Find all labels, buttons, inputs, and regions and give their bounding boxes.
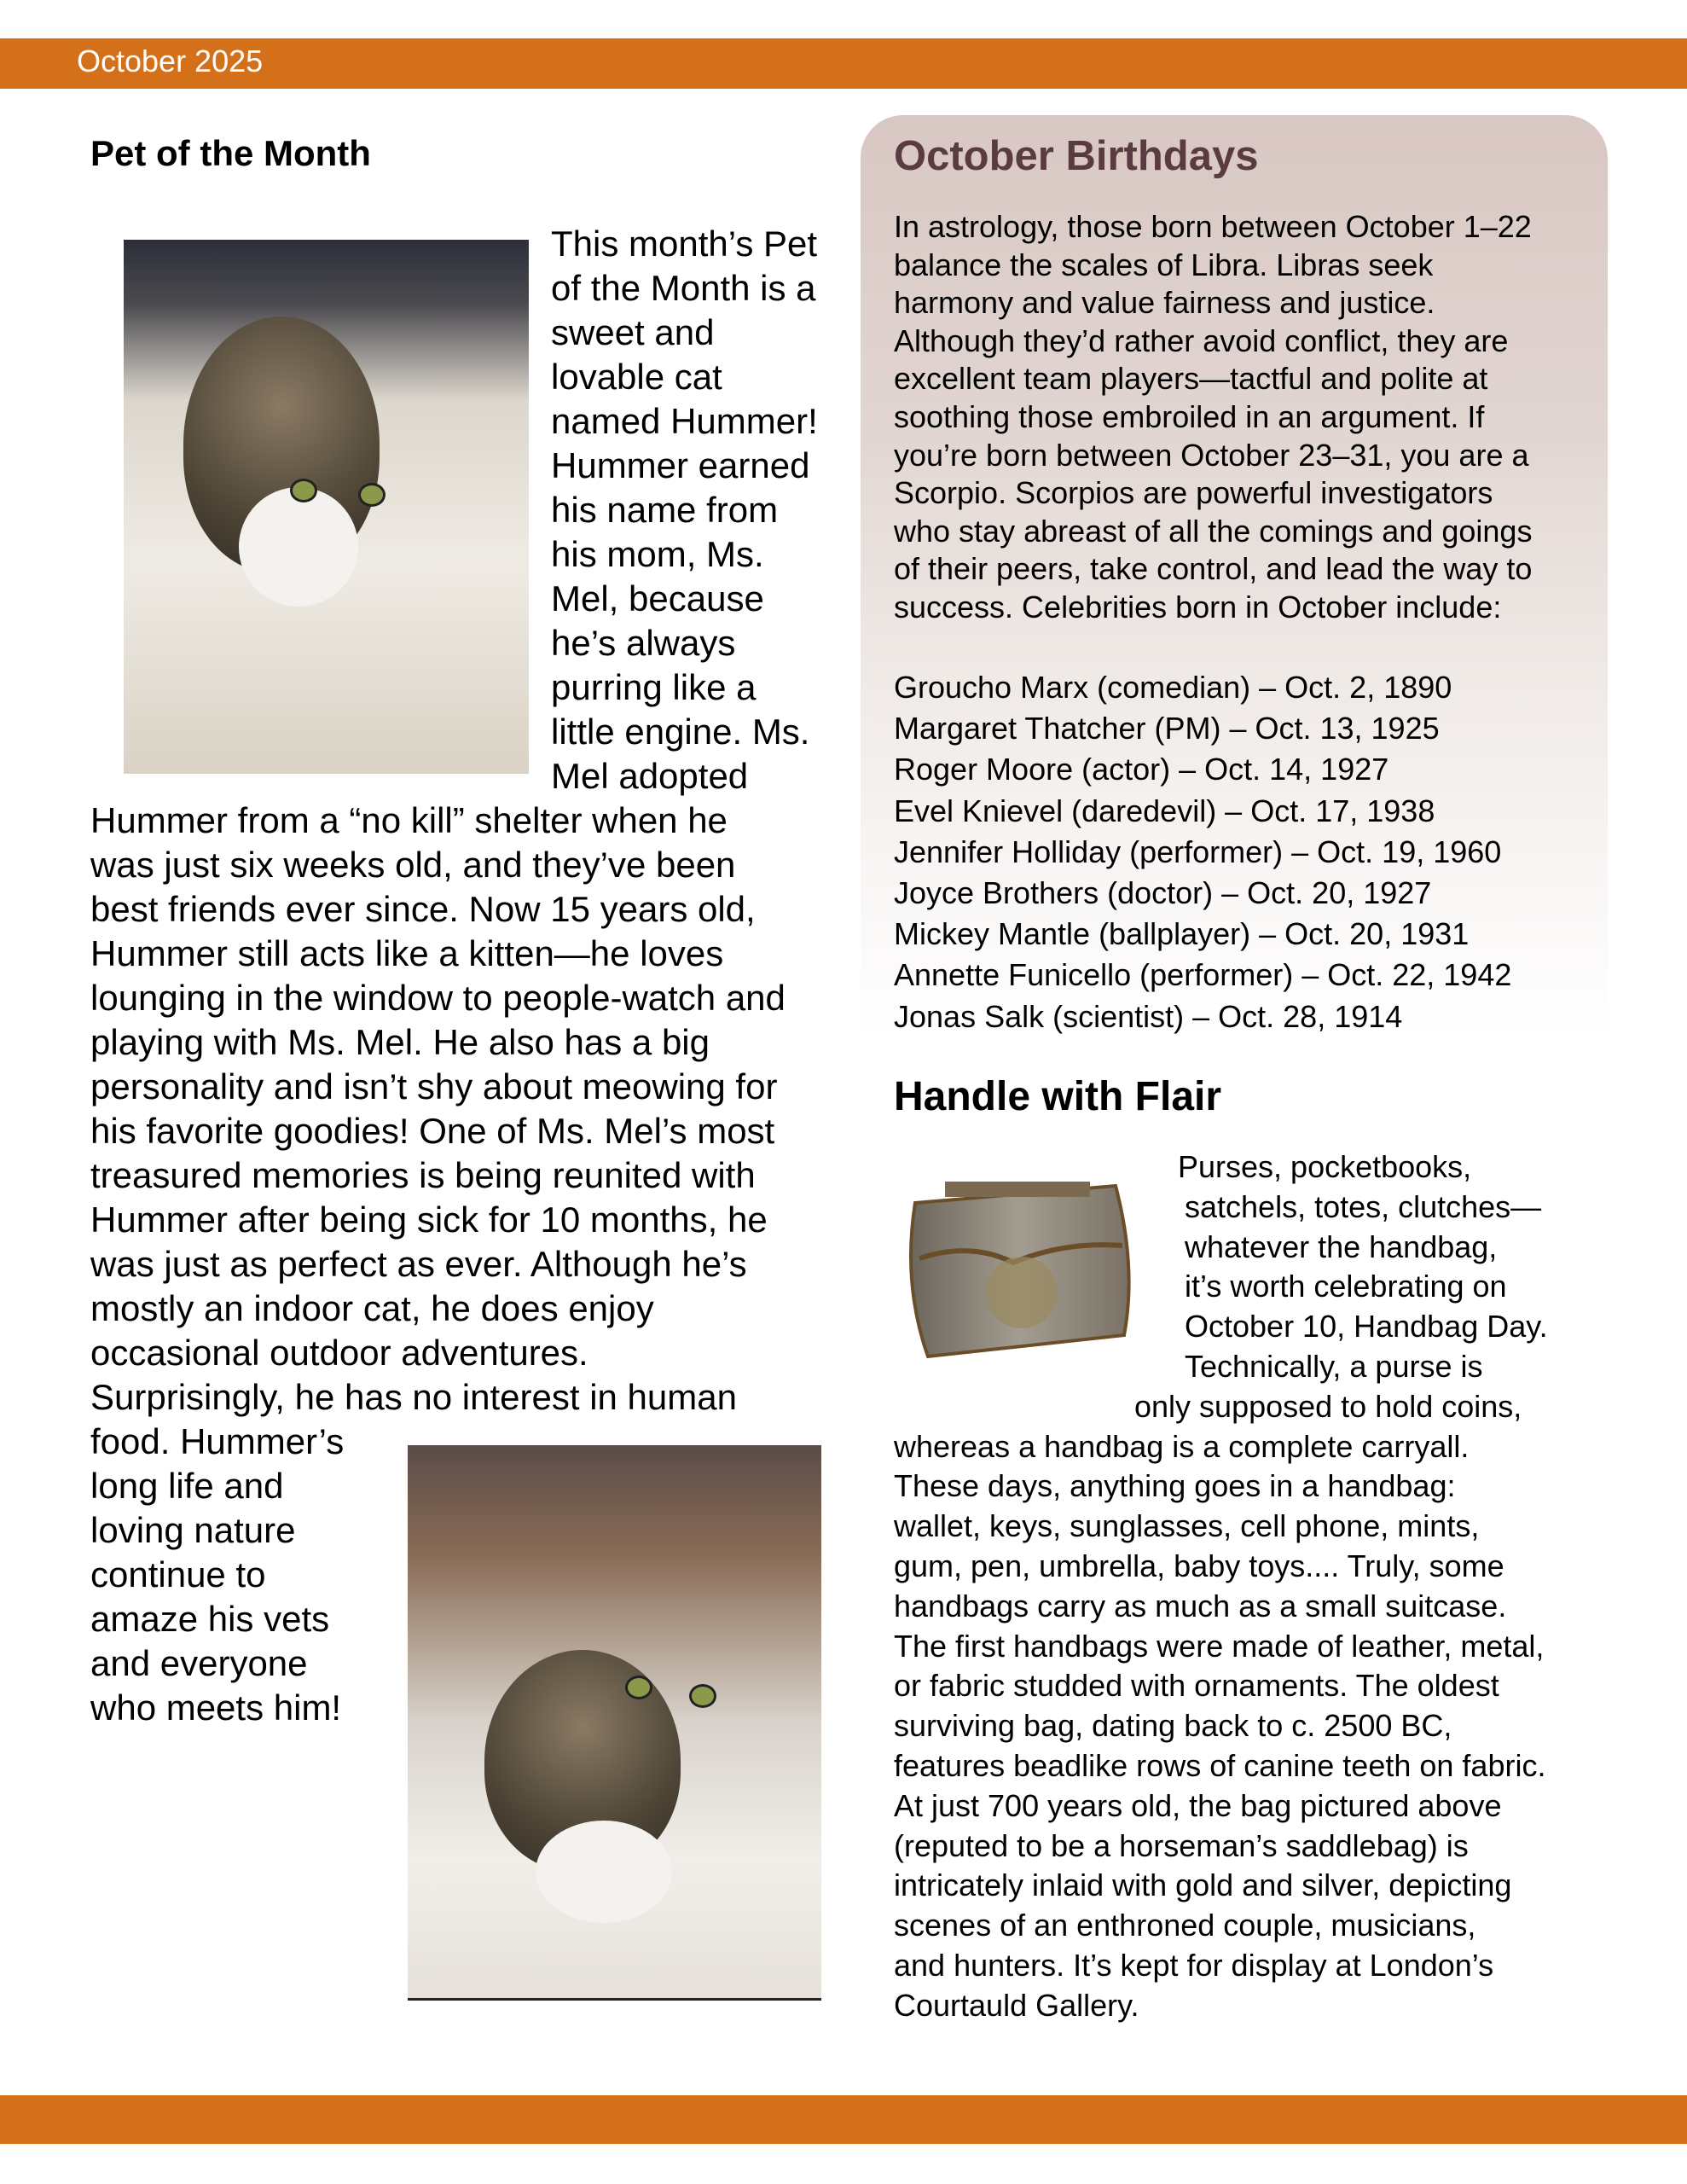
text-line: continue to: [90, 1554, 266, 1594]
text-line: occasional outdoor adventures.: [90, 1333, 588, 1373]
text-line: of the Month is a: [551, 268, 816, 308]
text-line: his name from: [551, 490, 779, 530]
text-line: handbags carry as much as a small suitcase.: [894, 1588, 1507, 1623]
text-line: Technically, a purse is: [1185, 1349, 1483, 1384]
text-line: Jennifer Holliday (performer) – Oct. 19, 1960: [894, 834, 1502, 869]
text-line: gum, pen, umbrella, baby toys.... Truly, some: [894, 1548, 1504, 1583]
issue-date: October 2025: [77, 44, 264, 78]
text-line: Purses, pocketbooks,: [1178, 1149, 1472, 1184]
text-line: Hummer from a “no kill” shelter when he: [90, 800, 728, 840]
text-line: best friends ever since. Now 15 years old,: [90, 889, 756, 929]
text-line: was just six weeks old, and they’ve been: [90, 845, 736, 885]
text-line: Although they’d rather avoid conflict, they are: [894, 322, 1509, 358]
text-line: scenes of an enthroned couple, musicians,: [894, 1908, 1476, 1943]
birthdays-heading: October Birthdays: [894, 133, 1259, 179]
text-line: success. Celebrities born in October include:: [894, 590, 1502, 624]
text-line: sweet and: [551, 312, 715, 352]
handbag-photo: [894, 1165, 1150, 1365]
text-line: whereas a handbag is a complete carryall.: [894, 1428, 1470, 1464]
text-line: named Hummer!: [551, 401, 818, 441]
text-line: Joyce Brothers (doctor) – Oct. 20, 1927: [894, 875, 1432, 910]
text-line: of their peers, take control, and lead the way to: [894, 551, 1533, 587]
text-line: Mel, because: [551, 578, 764, 619]
text-line: Groucho Marx (comedian) – Oct. 2, 1890: [894, 670, 1452, 705]
text-line: wallet, keys, sunglasses, cell phone, mints,: [894, 1508, 1480, 1544]
text-line: and everyone: [90, 1643, 308, 1683]
text-line: his favorite goodies! One of Ms. Mel’s most: [90, 1111, 775, 1151]
text-line: balance the scales of Libra. Libras seek: [894, 247, 1434, 282]
text-line: lovable cat: [551, 357, 722, 397]
cat-photo-1: [124, 240, 529, 774]
text-line: his mom, Ms.: [551, 534, 764, 574]
text-line: and hunters. It’s kept for display at London’s: [894, 1948, 1494, 1983]
text-line: Hummer after being sick for 10 months, he: [90, 1199, 768, 1240]
text-line: Evel Knievel (daredevil) – Oct. 17, 1938: [894, 793, 1435, 828]
text-line: mostly an indoor cat, he does enjoy: [90, 1288, 654, 1328]
text-line: The first handbags were made of leather, metal,: [894, 1628, 1545, 1664]
text-line: Annette Funicello (performer) – Oct. 22, 1942: [894, 957, 1512, 993]
text-line: Hummer earned: [551, 445, 810, 485]
text-line: At just 700 years old, the bag pictured above: [894, 1787, 1502, 1823]
text-line: food. Hummer’s: [90, 1421, 345, 1461]
text-line: little engine. Ms.: [551, 712, 810, 752]
text-line: Margaret Thatcher (PM) – Oct. 13, 1925: [894, 711, 1440, 746]
text-line: personality and isn’t shy about meowing for: [90, 1066, 778, 1107]
text-line: excellent team players—tactful and polite at: [894, 361, 1488, 397]
text-line: These days, anything goes in a handbag:: [894, 1468, 1456, 1504]
text-line: or fabric studded with ornaments. The oldest: [894, 1668, 1499, 1704]
text-line: satchels, totes, clutches—: [1185, 1188, 1542, 1224]
text-line: it’s worth celebrating on: [1185, 1269, 1507, 1304]
text-line: whatever the handbag,: [1185, 1228, 1498, 1264]
text-line: who stay abreast of all the comings and goings: [894, 513, 1533, 549]
text-line: amaze his vets: [90, 1599, 330, 1639]
text-line: features beadlike rows of canine teeth on fabric.: [894, 1748, 1546, 1783]
header-bar: [0, 38, 1687, 89]
text-line: This month’s Pet: [551, 224, 818, 264]
text-line: playing with Ms. Mel. He also has a big: [90, 1022, 710, 1062]
text-line: treasured memories is being reunited with: [90, 1155, 756, 1195]
text-line: Roger Moore (actor) – Oct. 14, 1927: [894, 752, 1389, 787]
text-line: harmony and value fairness and justice.: [894, 285, 1435, 321]
text-line: loving nature: [90, 1510, 296, 1550]
text-line: Courtauld Gallery.: [894, 1987, 1139, 2023]
text-line: surviving bag, dating back to c. 2500 BC,: [894, 1708, 1452, 1744]
pet-of-month-heading: Pet of the Month: [90, 133, 371, 173]
text-line: Hummer still acts like a kitten—he loves: [90, 933, 724, 973]
text-line: intricately inlaid with gold and silver, depicting: [894, 1867, 1512, 1903]
text-line: Surprisingly, he has no interest in human: [90, 1377, 737, 1417]
handle-with-flair-heading: Handle with Flair: [894, 1074, 1222, 1119]
text-line: (reputed to be a horseman’s saddlebag) is: [894, 1827, 1469, 1863]
footer-bar: [0, 2095, 1687, 2144]
text-line: who meets him!: [90, 1687, 342, 1728]
text-line: Mickey Mantle (ballplayer) – Oct. 20, 1931: [894, 916, 1470, 952]
text-line: Jonas Salk (scientist) – Oct. 28, 1914: [894, 998, 1403, 1034]
text-line: Scorpio. Scorpios are powerful investigators: [894, 475, 1493, 511]
text-line: he’s always: [551, 623, 736, 663]
text-line: October 10, Handbag Day.: [1185, 1309, 1548, 1345]
text-line: long life and: [90, 1466, 284, 1506]
text-line: soothing those embroiled in an argument. If: [894, 399, 1485, 434]
text-line: Mel adopted: [551, 756, 749, 796]
text-line: only supposed to hold coins,: [1134, 1388, 1522, 1424]
text-line: lounging in the window to people-watch and: [90, 978, 786, 1018]
cat-photo-2: [408, 1445, 821, 2001]
text-line: In astrology, those born between October 1–22: [894, 209, 1532, 244]
text-line: was just as perfect as ever. Although he’s: [90, 1244, 747, 1284]
text-line: you’re born between October 23–31, you are a: [894, 437, 1529, 473]
text-line: purring like a: [551, 667, 757, 707]
